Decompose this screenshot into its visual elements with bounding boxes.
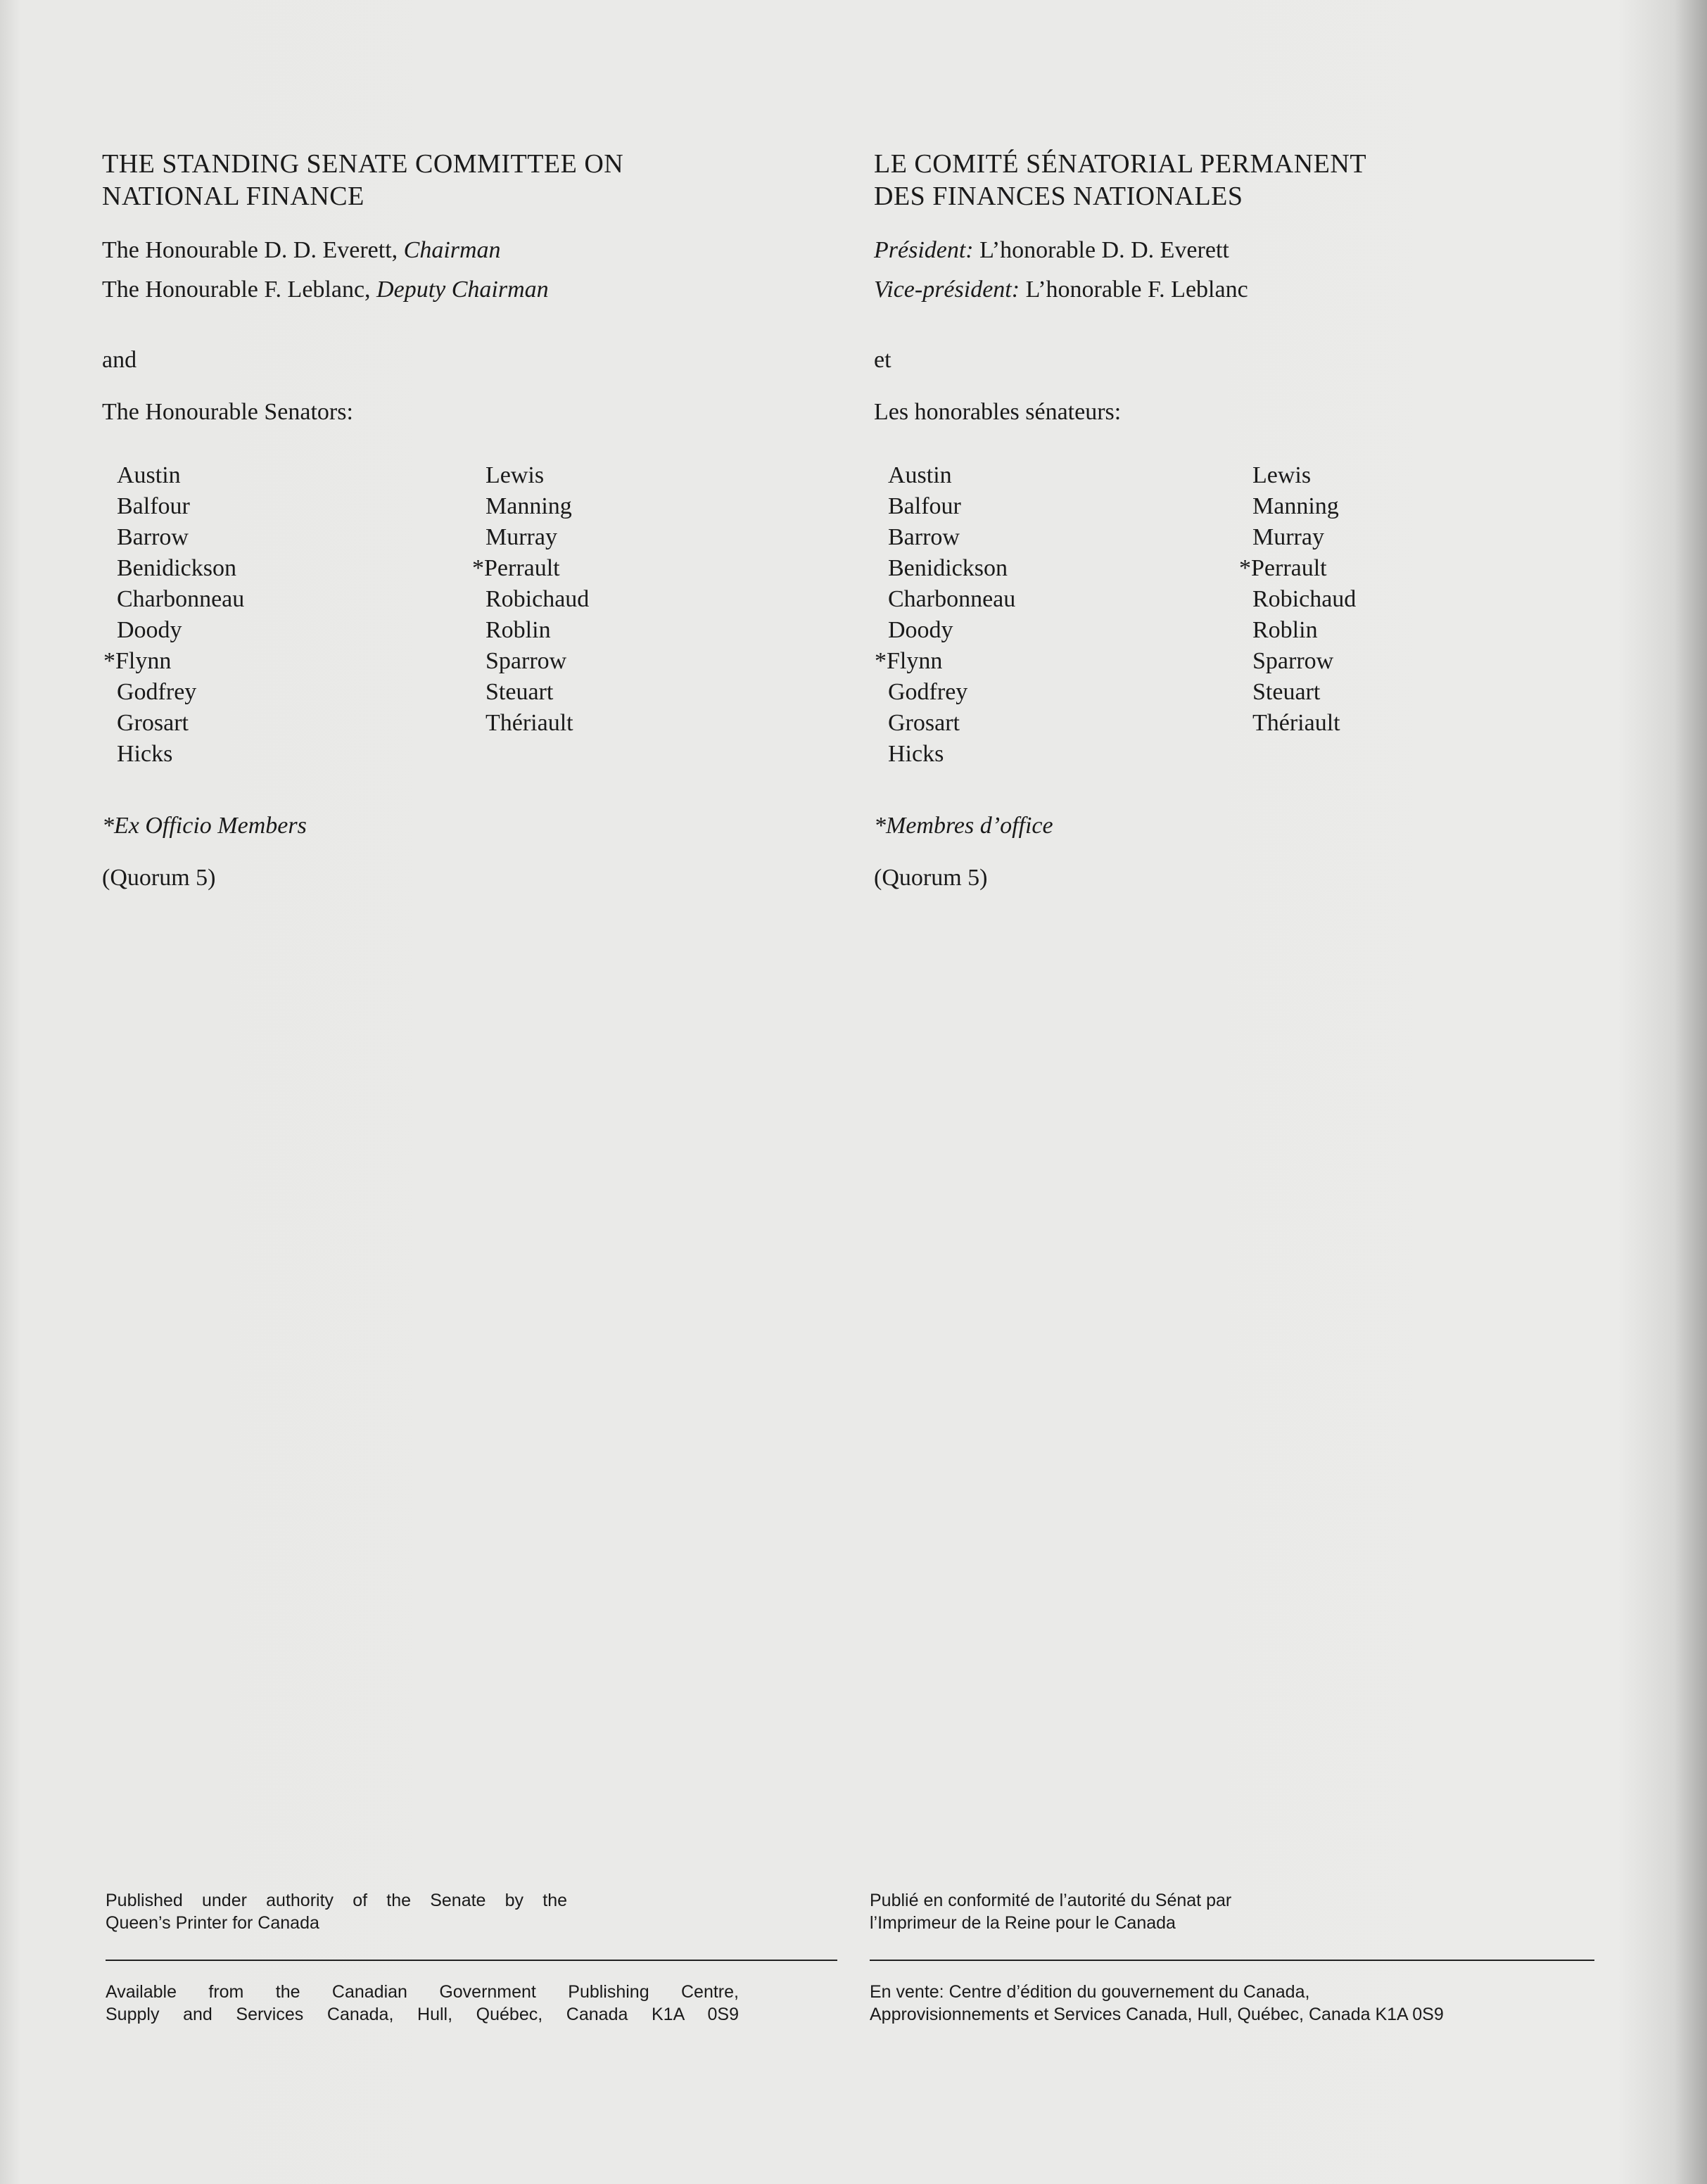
member-name: Grosart xyxy=(888,710,960,736)
member-name: Godfrey xyxy=(117,679,197,705)
available-line1-en: Available from the Canadian Government Publishing Centre, xyxy=(106,1982,739,2002)
president-name-fr: L’honorable D. D. Everett xyxy=(973,237,1229,263)
published-line1-en: Published under authority of the Senate by the xyxy=(106,1891,567,1910)
member-name: *Perrault xyxy=(1239,555,1327,581)
published-line2-fr: l’Imprimeur de la Reine pour le Canada xyxy=(870,1913,1176,1933)
member-name: *Perrault xyxy=(472,555,560,581)
member-name: Manning xyxy=(1252,493,1339,519)
publication-footer-fr xyxy=(870,1889,1594,2026)
member-name: Manning xyxy=(486,493,572,519)
member-name: Austin xyxy=(888,462,952,488)
ex-officio-fr: *Membres d’office xyxy=(874,813,1053,839)
member-name: Murray xyxy=(486,524,557,550)
member-list-col1-en xyxy=(103,460,245,770)
member-name: Hicks xyxy=(117,741,173,767)
member-name: Barrow xyxy=(888,524,960,550)
available-line1-fr: En vente: Centre d’édition du gouvernement du Canada, xyxy=(870,1982,1310,2002)
footer-divider-fr xyxy=(870,1960,1594,1961)
deputy-name-en: The Honourable F. Leblanc, xyxy=(102,277,377,303)
chairman-role-en: Chairman xyxy=(403,237,501,263)
published-line2-en: Queen’s Printer for Canada xyxy=(106,1913,319,1933)
member-name: Barrow xyxy=(117,524,189,550)
vice-line-fr xyxy=(874,276,1578,304)
quorum-fr: (Quorum 5) xyxy=(874,865,988,891)
deputy-line-en xyxy=(102,276,806,304)
member-name: Steuart xyxy=(486,679,554,705)
member-name: Steuart xyxy=(1252,679,1321,705)
member-name: Thériault xyxy=(1252,710,1340,736)
member-name: Doody xyxy=(117,617,182,643)
senators-label-fr: Les honorables sénateurs: xyxy=(874,399,1122,425)
member-name: Hicks xyxy=(888,741,944,767)
english-column xyxy=(102,148,806,426)
member-name: Doody xyxy=(888,617,953,643)
member-name: Godfrey xyxy=(888,679,968,705)
available-line2-en: Supply and Services Canada, Hull, Québec, Canada K1A 0S9 xyxy=(106,2005,739,2024)
ex-officio-en: *Ex Officio Members xyxy=(102,813,307,839)
member-name: Charbonneau xyxy=(117,586,245,612)
member-name: Thériault xyxy=(486,710,573,736)
member-list-col1-fr xyxy=(875,460,1016,770)
member-name: Lewis xyxy=(1252,462,1312,488)
member-name: *Flynn xyxy=(875,648,943,674)
president-role-fr: Président: xyxy=(874,237,974,263)
published-line1-fr: Publié en conformité de l’autorité du Sénat par xyxy=(870,1891,1232,1910)
vice-name-fr: L’honorable F. Leblanc xyxy=(1020,277,1248,303)
footer-divider-en xyxy=(106,1960,837,1961)
member-name: Sparrow xyxy=(1252,648,1334,674)
and-en: and xyxy=(102,347,137,373)
available-line2-fr: Approvisionnements et Services Canada, Hull, Québec, Canada K1A 0S9 xyxy=(870,2005,1444,2024)
president-line-fr xyxy=(874,236,1578,265)
title-line1-fr: LE COMITÉ SÉNATORIAL PERMANENT xyxy=(874,149,1367,179)
member-name: Roblin xyxy=(486,617,551,643)
publication-footer-en xyxy=(106,1889,837,2026)
committee-title-fr xyxy=(874,148,1578,212)
member-name: Roblin xyxy=(1252,617,1318,643)
member-name: Sparrow xyxy=(486,648,567,674)
vice-role-fr: Vice-président: xyxy=(874,277,1020,303)
committee-title-en xyxy=(102,148,806,212)
member-name: Austin xyxy=(117,462,181,488)
title-line2-en: NATIONAL FINANCE xyxy=(102,182,364,211)
member-list-col2-en xyxy=(472,460,590,739)
member-name: Charbonneau xyxy=(888,586,1016,612)
member-name: Balfour xyxy=(888,493,961,519)
title-line2-fr: DES FINANCES NATIONALES xyxy=(874,182,1243,211)
senators-label-en: The Honourable Senators: xyxy=(102,399,353,425)
member-name: Balfour xyxy=(117,493,190,519)
chairman-name-en: The Honourable D. D. Everett, xyxy=(102,237,404,263)
member-name: Robichaud xyxy=(486,586,590,612)
member-list-col2-fr xyxy=(1239,460,1357,739)
member-name: Benidickson xyxy=(117,555,236,581)
member-name: Grosart xyxy=(117,710,189,736)
and-fr: et xyxy=(874,347,891,373)
deputy-role-en: Deputy Chairman xyxy=(376,277,549,303)
member-name: *Flynn xyxy=(103,648,172,674)
title-line1-en: THE STANDING SENATE COMMITTEE ON xyxy=(102,149,624,179)
member-name: Benidickson xyxy=(888,555,1008,581)
member-name: Robichaud xyxy=(1252,586,1357,612)
french-column xyxy=(874,148,1578,426)
chairman-line-en xyxy=(102,236,806,265)
quorum-en: (Quorum 5) xyxy=(102,865,216,891)
member-name: Lewis xyxy=(486,462,545,488)
member-name: Murray xyxy=(1252,524,1324,550)
